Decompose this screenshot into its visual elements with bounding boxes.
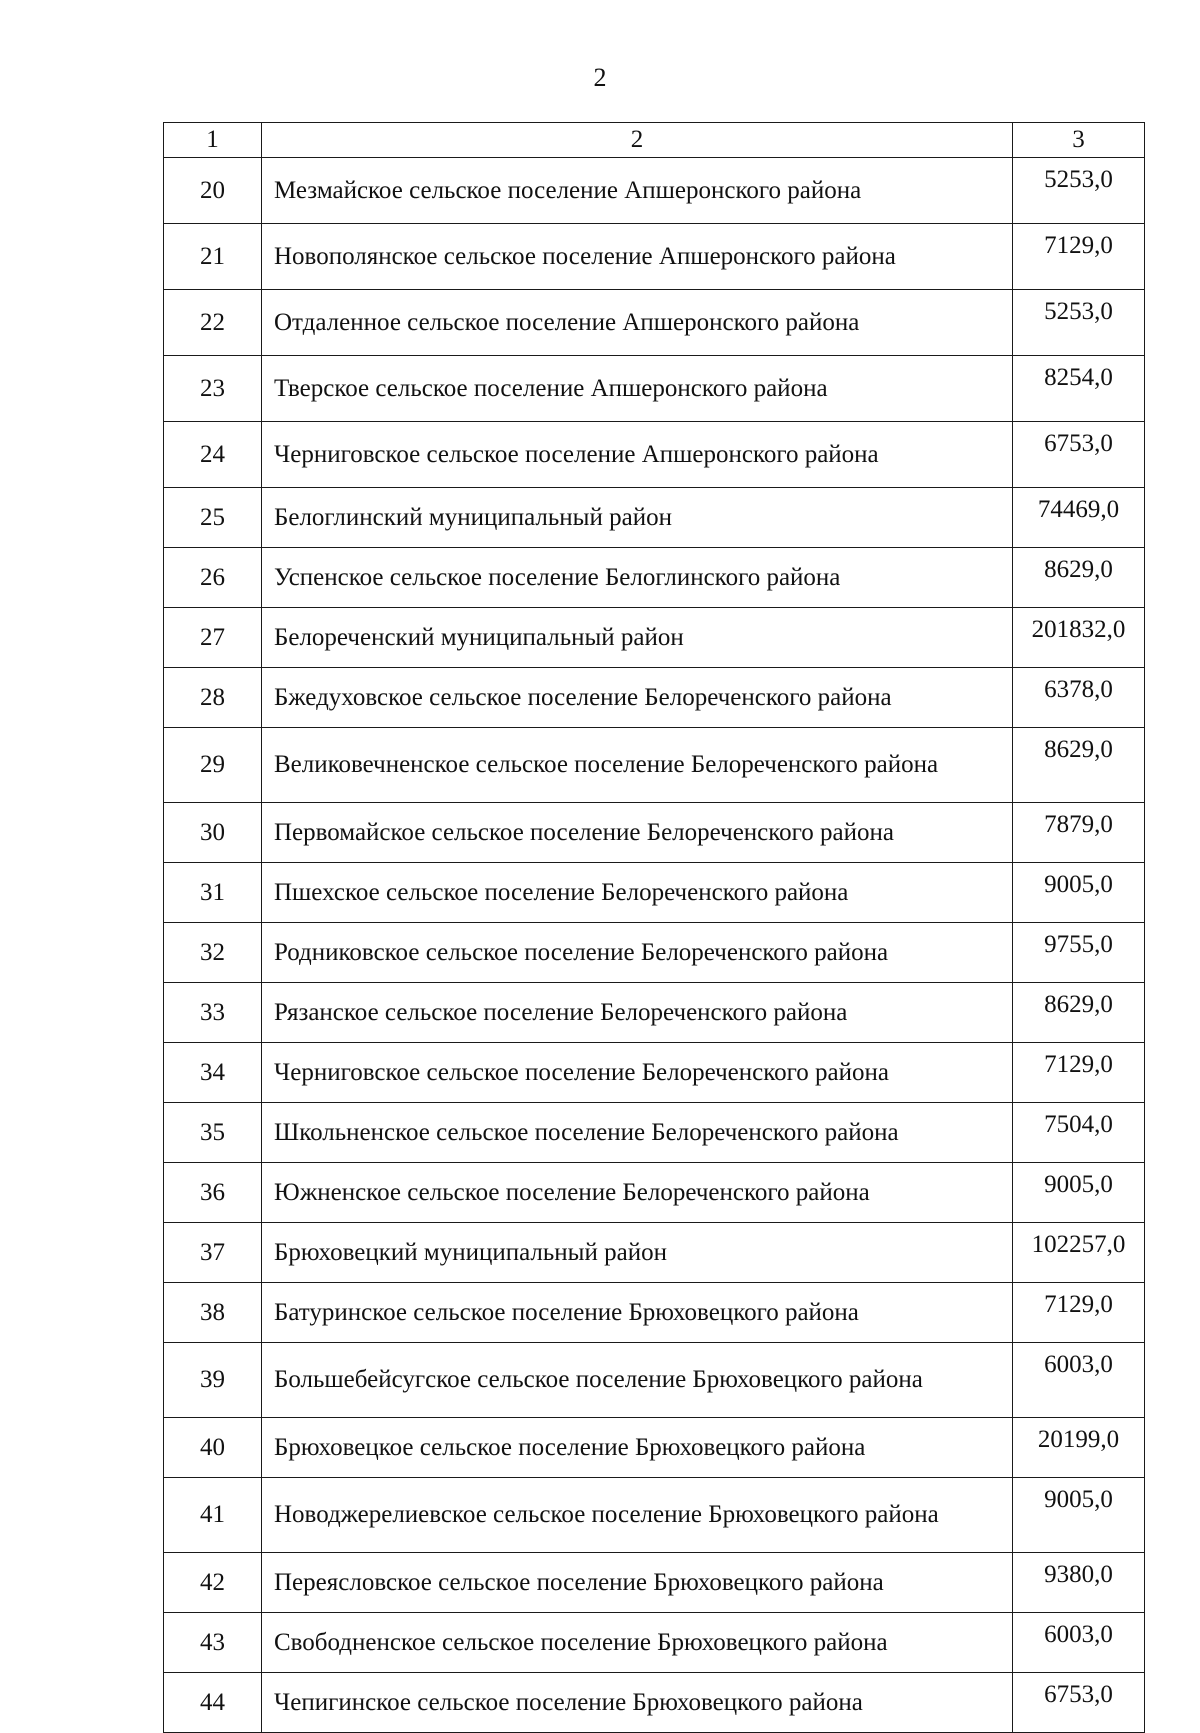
row-number: 42 — [164, 1553, 262, 1613]
row-number: 41 — [164, 1478, 262, 1553]
row-number: 33 — [164, 983, 262, 1043]
row-number: 44 — [164, 1673, 262, 1733]
settlement-name: Белоглинский муниципальный район — [262, 488, 1013, 548]
column-header-number: 1 — [164, 123, 262, 158]
row-number: 30 — [164, 803, 262, 863]
amount-value: 5253,0 — [1013, 290, 1145, 356]
table-row — [164, 356, 1145, 422]
row-number: 23 — [164, 356, 262, 422]
amount-value: 7129,0 — [1013, 1283, 1145, 1343]
row-number: 40 — [164, 1418, 262, 1478]
settlement-name: Свободненское сельское поселение Брюховецкого района — [262, 1613, 1013, 1673]
settlement-name: Отдаленное сельское поселение Апшеронского района — [262, 290, 1013, 356]
amount-value: 6378,0 — [1013, 668, 1145, 728]
settlement-name: Мезмайское сельское поселение Апшеронского района — [262, 158, 1013, 224]
table-row — [164, 608, 1145, 668]
amount-value: 9005,0 — [1013, 1163, 1145, 1223]
table-row — [164, 224, 1145, 290]
table-row — [164, 1418, 1145, 1478]
row-number: 27 — [164, 608, 262, 668]
amount-value: 7129,0 — [1013, 224, 1145, 290]
amount-value: 8629,0 — [1013, 983, 1145, 1043]
settlements-table — [163, 122, 1145, 1733]
table-row — [164, 1478, 1145, 1553]
amount-value: 7504,0 — [1013, 1103, 1145, 1163]
row-number: 24 — [164, 422, 262, 488]
row-number: 35 — [164, 1103, 262, 1163]
settlement-name: Родниковское сельское поселение Белореченского района — [262, 923, 1013, 983]
table-row — [164, 1613, 1145, 1673]
row-number: 32 — [164, 923, 262, 983]
row-number: 37 — [164, 1223, 262, 1283]
column-header-name: 2 — [262, 123, 1013, 158]
table-header-row — [164, 123, 1145, 158]
settlement-name: Черниговское сельское поселение Белореченского района — [262, 1043, 1013, 1103]
table-row — [164, 863, 1145, 923]
row-number: 31 — [164, 863, 262, 923]
table-row — [164, 1043, 1145, 1103]
table-row — [164, 1223, 1145, 1283]
amount-value: 6003,0 — [1013, 1343, 1145, 1418]
table-row — [164, 290, 1145, 356]
row-number: 28 — [164, 668, 262, 728]
settlement-name: Первомайское сельское поселение Белореченского района — [262, 803, 1013, 863]
table-row — [164, 1163, 1145, 1223]
table-row — [164, 1553, 1145, 1613]
amount-value: 6753,0 — [1013, 1673, 1145, 1733]
row-number: 29 — [164, 728, 262, 803]
row-number: 25 — [164, 488, 262, 548]
table-row — [164, 158, 1145, 224]
settlement-name: Переясловское сельское поселение Брюховецкого района — [262, 1553, 1013, 1613]
amount-value: 201832,0 — [1013, 608, 1145, 668]
amount-value: 102257,0 — [1013, 1223, 1145, 1283]
amount-value: 9380,0 — [1013, 1553, 1145, 1613]
settlement-name: Батуринское сельское поселение Брюховецкого района — [262, 1283, 1013, 1343]
settlement-name: Брюховецкий муниципальный район — [262, 1223, 1013, 1283]
settlement-name: Чепигинское сельское поселение Брюховецкого района — [262, 1673, 1013, 1733]
settlement-name: Школьненское сельское поселение Белореченского района — [262, 1103, 1013, 1163]
table-row — [164, 488, 1145, 548]
row-number: 22 — [164, 290, 262, 356]
table-body — [164, 158, 1145, 1733]
row-number: 20 — [164, 158, 262, 224]
table-row — [164, 1343, 1145, 1418]
amount-value: 6753,0 — [1013, 422, 1145, 488]
amount-value: 6003,0 — [1013, 1613, 1145, 1673]
table-row — [164, 548, 1145, 608]
amount-value: 74469,0 — [1013, 488, 1145, 548]
settlement-name: Белореченский муниципальный район — [262, 608, 1013, 668]
row-number: 26 — [164, 548, 262, 608]
settlement-name: Черниговское сельское поселение Апшеронского района — [262, 422, 1013, 488]
settlement-name: Пшехское сельское поселение Белореченского района — [262, 863, 1013, 923]
settlement-name: Новополянское сельское поселение Апшеронского района — [262, 224, 1013, 290]
amount-value: 20199,0 — [1013, 1418, 1145, 1478]
row-number: 39 — [164, 1343, 262, 1418]
amount-value: 7129,0 — [1013, 1043, 1145, 1103]
amount-value: 8629,0 — [1013, 548, 1145, 608]
amount-value: 9755,0 — [1013, 923, 1145, 983]
amount-value: 7879,0 — [1013, 803, 1145, 863]
row-number: 21 — [164, 224, 262, 290]
settlement-name: Новоджерелиевское сельское поселение Брюховецкого района — [262, 1478, 1013, 1553]
table-row — [164, 1673, 1145, 1733]
settlement-name: Великовечненское сельское поселение Белореченского района — [262, 728, 1013, 803]
settlement-name: Южненское сельское поселение Белореченского района — [262, 1163, 1013, 1223]
row-number: 36 — [164, 1163, 262, 1223]
amount-value: 8629,0 — [1013, 728, 1145, 803]
table-row — [164, 803, 1145, 863]
settlement-name: Бжедуховское сельское поселение Белореченского района — [262, 668, 1013, 728]
settlement-name: Рязанское сельское поселение Белореченского района — [262, 983, 1013, 1043]
table-row — [164, 422, 1145, 488]
settlement-name: Успенское сельское поселение Белоглинского района — [262, 548, 1013, 608]
table-row — [164, 668, 1145, 728]
settlement-name: Большебейсугское сельское поселение Брюховецкого района — [262, 1343, 1013, 1418]
settlement-name: Брюховецкое сельское поселение Брюховецкого района — [262, 1418, 1013, 1478]
column-header-value: 3 — [1013, 123, 1145, 158]
settlement-name: Тверское сельское поселение Апшеронского района — [262, 356, 1013, 422]
amount-value: 9005,0 — [1013, 1478, 1145, 1553]
table-row — [164, 728, 1145, 803]
amount-value: 5253,0 — [1013, 158, 1145, 224]
page-number: 2 — [593, 63, 607, 92]
row-number: 34 — [164, 1043, 262, 1103]
table-row — [164, 1103, 1145, 1163]
amount-value: 8254,0 — [1013, 356, 1145, 422]
row-number: 43 — [164, 1613, 262, 1673]
table-row — [164, 983, 1145, 1043]
row-number: 38 — [164, 1283, 262, 1343]
amount-value: 9005,0 — [1013, 863, 1145, 923]
table-row — [164, 1283, 1145, 1343]
table-row — [164, 923, 1145, 983]
